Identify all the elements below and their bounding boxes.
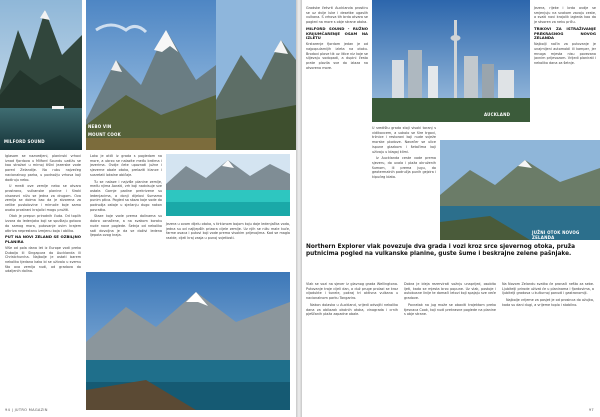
photo-lake <box>166 154 290 216</box>
right-bottom-col-1 <box>306 282 398 408</box>
right-bottom-col-2 <box>404 282 496 408</box>
paragraph: Lako je otići iz grada s pogledom na more, a ubrzo se nalazite među brdima i jezerima. Ovdje ćete upoznati južne i sjeverne obale otoka, prelaziti klance i susretati lokalne običaje. <box>90 154 162 177</box>
right-page <box>302 0 600 417</box>
paragraph: Tu se nalaze i najviše planine zemlje, među njima Aoraki, vrh koji nadvisuje sve ostale. Gornje padine prekrivene su ledenjacima, a donji dijelovi šumama punim ptica. Pogled sa staza koje vode do podnožja ostaje u sjećanju dugo nakon povratka. <box>90 179 162 212</box>
subheading: PUT NA NOVI ZELAND SE OZBILJNO PLANIRA <box>5 234 81 245</box>
paragraph: Jezera u ovom dijelu otoka, s tirkiznom bojom koju daje ledenjačka voda, jedna su od najljepših prizora cijele zemlje. Uz njih se nižu male kuće, farme ovaca i putovi koji vode prema visokim prijevojima. Kad se magla razide, cijeli kraj zasja u punoj svjetlosti. <box>166 222 290 241</box>
caption-nebo: NEBO VIN <box>88 124 112 129</box>
subheading: TRIKOVI ZA ISTRAŽIVANJE PREKRASNOG NOVOG ZELANDA <box>534 25 596 41</box>
photo-south-island <box>440 140 600 240</box>
paragraph: Staze koje vode prema dolinama su dobro označene, a na svakom koraku nude nove poglede. Šetnja od nekoliko sati dovoljna je da se doživi ledena ljepota ovog kraja. <box>90 214 162 238</box>
caption-mount-cook: MOUNT COOK <box>88 132 121 137</box>
caption-south-island: JUŽNI OTOK NOVOG ZELANDA <box>532 230 580 240</box>
paragraph: Jezera, rijeke i brda ovdje se smjenjuju na svakom zavoju ceste, a svaki novi krajolik izgleda kao da je stvoren za neku priču. <box>534 6 596 25</box>
mountain-road-image <box>216 0 296 150</box>
caption-auckland: AUCKLAND <box>484 112 511 117</box>
auckland-skyline-image <box>372 0 530 122</box>
paragraph: Iglasom se nazvedjeni, planinski vrhovi iznad fjordova u Milford Soundu uzdižu se kao stražari u mirnoj tišini jezerske vode pored Zelandije. Na rubu najvećeg nacionalnog parka, u podnožju vrhova koji dodiruju nebo. <box>5 154 81 182</box>
right-page-number: 97 <box>588 408 594 412</box>
paragraph: Dobra je ideja rezervirati vožnju unaprijed, osobito ljeti, kada se mjesta brzo popune. Uz vlak, postoje i autobusne linije te domaći letovi koji spajaju sve veće gradove. <box>404 282 496 301</box>
paragraph: Gradske četvrti Aucklanda prostiru se uz dvije luke i desetke ugaslih vulkana. S vrhova tih brda otvara se pogled na more s obje strane otoka. <box>306 6 368 25</box>
left-page <box>0 0 296 417</box>
subheading: MILFORD SOUND - RUŽNO KRIJUMČARENJE OSAM NA IZLETU <box>306 25 368 41</box>
lake-image <box>166 154 290 216</box>
paragraph: Na Novom Zelandu svatko će pronaći nešto za sebe. Ljubitelji prirode uživat će u planinama i fjordovima, a ljubitelji gradova u kulturnoj ponudi i gastronomiji. <box>502 282 594 296</box>
photo-milford-sound <box>0 0 82 150</box>
paragraph: Povratak na jug može se obaviti trajektom preko tjesnaca Cook, koji nudi prekrasne poglede na planine s obje strane. <box>404 302 496 317</box>
south-island-coast-image <box>440 140 600 240</box>
right-text-col-2 <box>372 126 436 238</box>
paragraph: Iz Aucklanda ceste vode prema sjeveru, do uvala i plaža okruženih šumom, ili prema jugu, do geotermalnih područja punih gejzira i kipućeg blata. <box>372 156 436 180</box>
aoraki-sea-image <box>86 272 290 410</box>
paragraph: Najbolji način za putovanje je unajmljeni automobil ili kamper, jer mnoga mjesta nisu povezana javnim prijevozom. Vrijedi planirati i nekoliko dana za šetnje. <box>534 42 596 66</box>
caption-aoraki: AORAKI MOUNT COOK <box>6 400 59 405</box>
paragraph: Nakon dolaska u Auckland, vrijedi odvojiti nekoliko dana za obilazak okolnih otoka, vinograda i crnih pješčanih plaža zapadne obale. <box>306 302 398 317</box>
paragraph: Krstarenje fjordom jedan je od najpopularnijih izleta na otoku. Brodovi plove tik uz litice niz koje se slijevaju vodopadi, a dupini često prate plovila sve do izlaza na otvoreno more. <box>306 42 368 70</box>
photo-auckland <box>372 0 530 122</box>
right-bottom-col-3 <box>502 282 594 408</box>
right-text-col-1 <box>306 6 368 236</box>
paragraph: U središtu grada stoji visoki toranj s vidikovcem, a uokolo se šire trgovi, tržnice i restorani koji nude svježe morske plodove. Navečer se ulice ispune glazbom i šetačima koji uživaju u blagoj klimi. <box>372 126 436 154</box>
right-text-col-3 <box>534 6 596 136</box>
paragraph: Vlak se vozi na sjever iz glavnog grada Wellingtona. Putovanje traje cijeli dan, a duž pruge prolazi se kroz vijadukte i tunele, pokraj tri aktivna vulkana u nacionalnom parku Tongariro. <box>306 282 398 301</box>
left-page-number: 94 | JUTRO MAGAZIN <box>5 408 48 412</box>
photo-aoraki <box>6 272 290 410</box>
paragraph: Najbolje vrijeme za posjet je od prosinca do ožujka, kada su dani dugi, a vrijeme toplo i stabilno. <box>502 298 594 307</box>
photo-strip-nebo <box>88 0 296 150</box>
left-text-col-1 <box>5 154 81 404</box>
milford-sound-image <box>0 0 82 150</box>
left-text-col-3 <box>166 222 290 272</box>
pull-quote: Northern Explorer vlak povezuje dva grada i vozi kroz srce sjevernog otoka, pruža putnicima pogled na vulkanske planine, guste šume i beskrajne zelene pašnjake. <box>306 244 575 257</box>
paragraph: Otok je prepun prirodnih čuda. Od toplih izvora do ledenjaka koji se spuštaju gotovo do samog mora, putovanje ovim krajem otkriva neprestanu izmjenu boja i oblika. <box>5 214 81 233</box>
caption-milford: MILFORD SOUND <box>4 139 45 144</box>
paragraph: Više od pola dana let iz Europe vodi preko Dubaija ili Singapura do Aucklanda ili Christchurcha. Najbolje je ostati barem nekoliko tjedana kako bi se uživalo u svemu što ova zemlja nudi, od gradova do udaljenih dolina. <box>5 245 81 274</box>
paragraph: U mreži ove zemlje nebo se otvara prostrano, vulkanske planine i široki visoravni nižu se jedna za drugom. Ova zemlja se doima kao da je stvorena za velike pustolovine i mirnoće koje samo ovako prostrani krajolici mogu pružiti. <box>5 184 81 212</box>
